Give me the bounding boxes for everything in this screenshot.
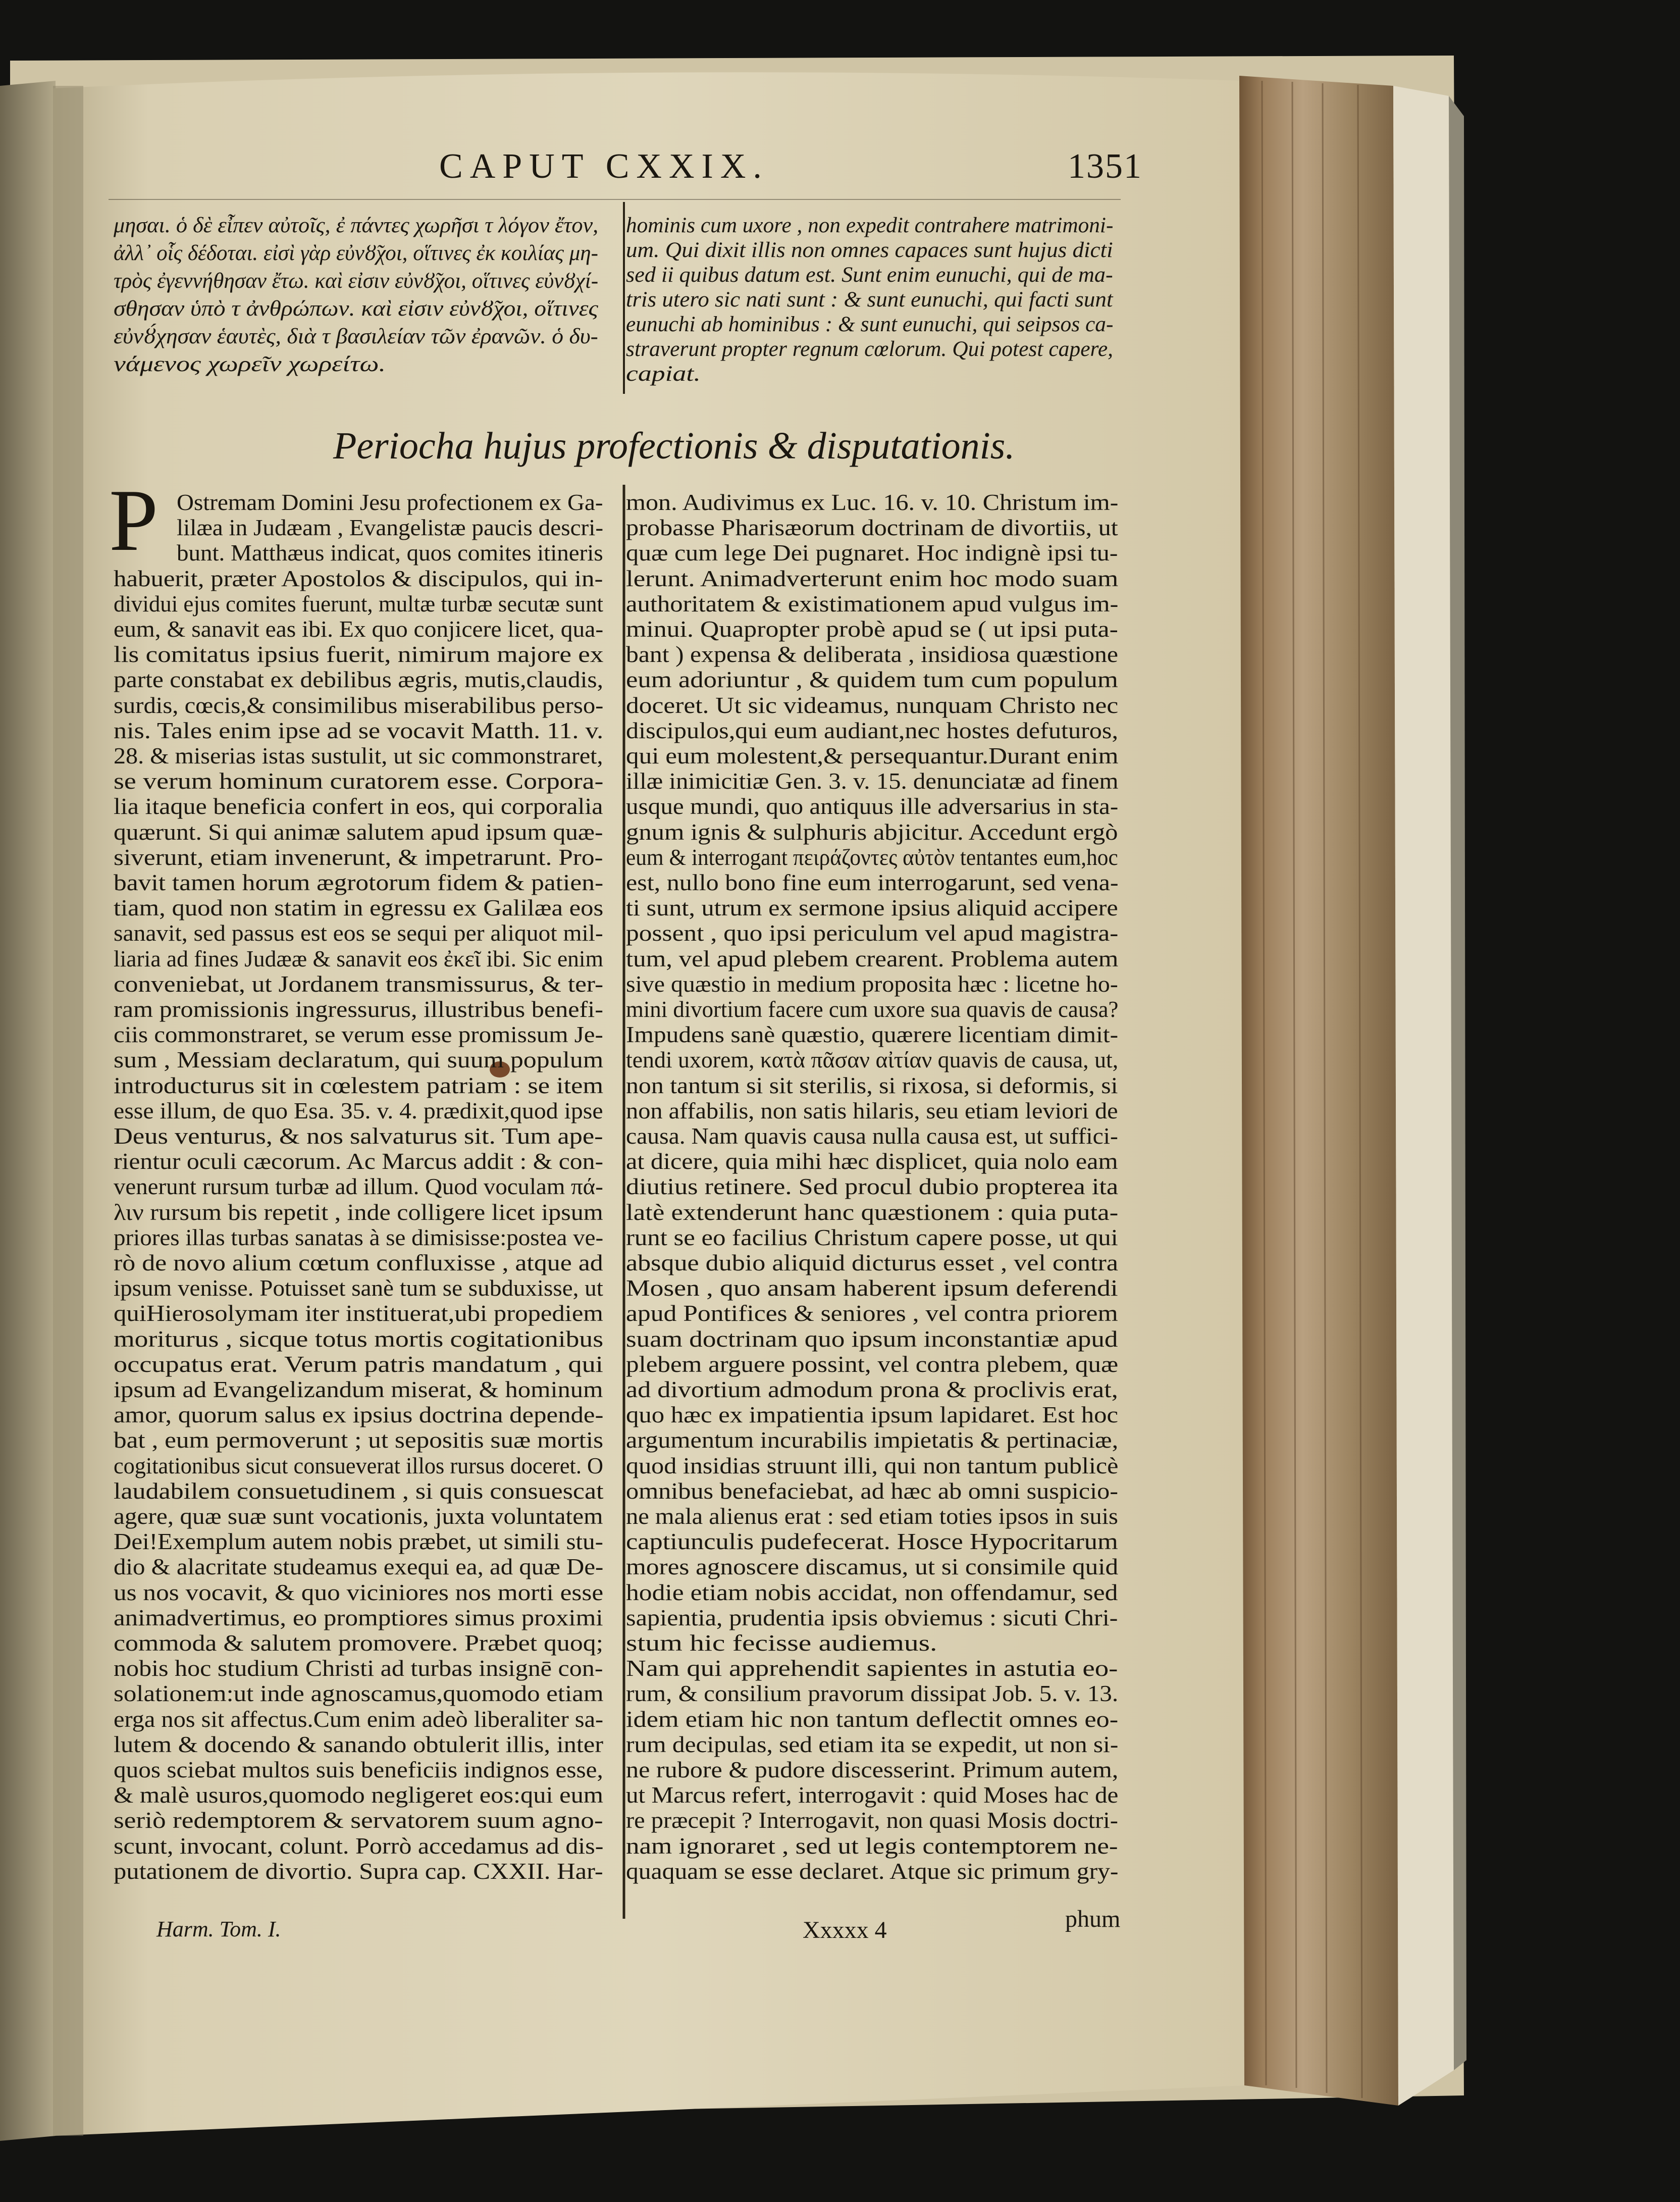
text-line: μησαι. ὁ δὲ εἶπεν αὐτοῖς, ἐ πάντες χωρῆσι τ λόγον ἔτον,	[114, 214, 599, 237]
text-line: quo hæc ex impatientia ipsum lapidaret. Est hoc	[626, 1402, 1119, 1428]
text-line: authoritatem & existimationem apud vulgus im-	[626, 590, 1119, 617]
footer-volume: Harm. Tom. I.	[156, 1917, 281, 1941]
text-line: illæ inimicitiæ Gen. 3. v. 15. denunciatæ ad finem	[626, 768, 1119, 794]
text-line: quæ cum lege Dei pugnaret. Hoc indignè ipsi tu-	[626, 540, 1118, 566]
running-head: CAPUT CXXIX.	[439, 147, 769, 186]
text-line: animadvertimus, eo promptiores simus proximi	[114, 1604, 603, 1630]
text-line: latè extenderunt hanc quæstionem : quia puta-	[626, 1199, 1119, 1225]
text-line: quaquam se esse declaret. Atque sic primum gry-	[626, 1858, 1119, 1884]
text-line: Deus venturus, & nos salvaturus sit. Tum ape-	[114, 1123, 603, 1149]
text-line: captiunculis pudefecerat. Hosce Hypocritarum	[626, 1528, 1118, 1555]
text-line: ne mala alienus erat : sed etiam toties ipsos in suis	[626, 1503, 1118, 1529]
text-line: ne rubore & pudore discesserint. Primum autem,	[626, 1757, 1119, 1782]
text-line: εὐνȣ́χησαν ἑαυτὲς, διὰ τ βασιλείαν τῶν ἐρανῶν. ὁ δυ-	[114, 325, 598, 348]
text-line: quiHierosolymam iter instituerat,ubi propediem	[114, 1300, 603, 1326]
text-line: lerunt. Animadverterunt enim hoc modo suam	[626, 565, 1119, 591]
text-line: capiat.	[626, 362, 701, 386]
text-line: plebem arguere possint, vel contra plebem, quæ	[626, 1351, 1119, 1377]
text-line: usque mundi, quo antiquus ille adversarius in sta-	[626, 793, 1119, 820]
text-line: erga nos sit affectus.Cum enim adeò liberaliter sa-	[114, 1706, 604, 1732]
text-line: rò de novo alium cœtum confluxisse , atque ad	[114, 1250, 603, 1275]
text-line: Ostremam Domini Jesu profectionem ex Ga-	[177, 489, 603, 515]
text-line: conveniebat, ut Jordanem transmissurus, & ter-	[114, 970, 604, 997]
text-line: introducturus sit in cœlestem patriam : se item	[114, 1072, 604, 1098]
text-line: lilæa in Judæam , Evangelistæ paucis descri-	[177, 515, 604, 541]
text-line: venerunt rursum turbæ ad illum. Quod voculam πά-	[114, 1173, 603, 1200]
text-line: esse illum, de quo Esa. 35. v. 4. prædixit,quod ipse	[114, 1097, 603, 1123]
text-line: quod insidias struunt illi, qui non tantum publicè	[626, 1452, 1119, 1478]
text-line: sanavit, sed passus est eos se sequi per aliquot mil-	[114, 920, 603, 946]
text-line: sed ii quibus datum est. Sunt enim eunuchi, qui de ma-	[626, 263, 1113, 287]
text-line: rum decipulas, sed etiam ita se expedit, ut non si-	[626, 1731, 1119, 1757]
text-line: doceret. Ut sic videamus, nunquam Christo nec	[626, 692, 1119, 718]
text-line: 28. & miserias istas sustulit, ut sic commonstraret,	[114, 743, 603, 769]
text-line: runt se eo facilius Christum capere posse, ut qui	[626, 1224, 1118, 1250]
text-line: at dicere, quia mihi hæc displicet, quia nolo eam	[626, 1148, 1118, 1174]
text-line: tum, vel apud plebem crearent. Problema autem	[626, 945, 1119, 971]
text-line: nobis hoc studium Christi ad turbas insignē con-	[114, 1655, 603, 1681]
text-line: quærunt. Si qui animæ salutem apud ipsum quæ-	[114, 818, 603, 845]
text-line: absque dubio aliquid dicturus esset , vel contra	[626, 1250, 1119, 1275]
text-line: mini divortium facere cum uxore sua quavis de causa?	[626, 996, 1119, 1022]
text-line: surdis, cœcis,& consimilibus miserabilibus perso-	[114, 692, 604, 718]
text-line: lia itaque beneficia confert in eos, qui corporalia	[114, 793, 603, 820]
text-line: straverunt propter regnum cœlorum. Qui potest capere,	[626, 337, 1114, 361]
text-line: ipsum ad Evangelizandum miserat, & hominum	[114, 1376, 603, 1402]
text-line: hodie etiam nobis accidat, non offendamur, sed	[626, 1579, 1118, 1605]
text-line: amor, quorum salus ex ipsius doctrina depende-	[114, 1402, 604, 1428]
text-line: ram promissionis ingressurus, illustribus benefi-	[114, 996, 603, 1022]
text-line: est, nullo bono fine eum interrogarunt, sed vena-	[626, 869, 1119, 895]
text-line: Impudens sanè quæstio, quærere licentiam dimit-	[626, 1021, 1119, 1048]
text-line: ipsum venisse. Potuisset sanè tum se subduxisse, ut	[114, 1275, 603, 1301]
text-line: eunuchi ab hominibus : & sunt eunuchi, qui seipsos ca-	[626, 313, 1114, 336]
text-line: bavit tamen horum ægrotorum fidem & patien-	[114, 869, 604, 895]
text-line: & malè usuros,quomodo negligeret eos:qui eum	[114, 1782, 604, 1808]
text-line: laudabilem consuetudinem , si quis consuescat	[114, 1477, 604, 1504]
text-line: eum adoriuntur , & quidem tum cum populum	[626, 667, 1118, 693]
text-line: omnibus benefaciebat, ad hæc ab omni suspicio-	[626, 1477, 1118, 1504]
text-line: λιν rursum bis repetit , inde colligere licet ipsum	[114, 1199, 603, 1225]
text-line: idem etiam hic non tantum deflectit omnes eo-	[626, 1706, 1119, 1732]
text-line: non tantum si sit sterilis, si rixosa, si deformis, si	[626, 1072, 1118, 1098]
text-line: seriò redemptorem & servatorem suum agno-	[114, 1807, 603, 1833]
text-line: habuerit, præter Apostolos & discipulos, qui in-	[114, 565, 603, 591]
text-line: commoda & salutem promovere. Præbet quoq;	[114, 1630, 604, 1656]
catchword: phum	[1065, 1906, 1121, 1932]
text-line: ad divortium admodum prona & proclivis erat,	[626, 1376, 1118, 1402]
text-line: rientur oculi cæcorum. Ac Marcus addit : & con-	[114, 1148, 604, 1174]
text-line: se verum hominum curatorem esse. Corpora-	[114, 768, 604, 794]
text-line: mores agnoscere discamus, ut si consimile quid	[626, 1554, 1119, 1580]
text-line: ti sunt, utrum ex sermone ipsius aliquid accipere	[626, 895, 1118, 921]
drop-cap: P	[109, 471, 159, 569]
text-line: tiam, quod non statim in egressu ex Galilæa eos	[114, 895, 604, 921]
text-line: lis comitatus ipsius fuerit, nimirum majore ex	[114, 641, 604, 668]
text-line: stum hic fecisse audiemus.	[626, 1630, 937, 1656]
text-line: cogitationibus sicut consueverat illos rursus doceret. O	[114, 1452, 603, 1478]
left-page-sliver	[0, 81, 56, 2141]
text-line: occupatus erat. Verum patris mandatum , qui	[114, 1351, 603, 1377]
text-line: Mosen , quo ansam haberent ipsum deferendi	[626, 1275, 1118, 1301]
text-line: Nam qui apprehendit sapientes in astutia eo-	[626, 1655, 1118, 1681]
text-line: σθησαν ὑπὸ τ ἀνθρώπων. καὶ εἰσιν εὐνȣ̃χοι, οἵτινες	[114, 297, 598, 321]
text-line: νάμενος χωρεῖν χωρείτω.	[114, 352, 386, 376]
text-line: suam doctrinam quo ipsum inconstantiæ apud	[626, 1325, 1118, 1352]
text-line: sapientia, prudentia ipsis obviemus : sicuti Chri-	[626, 1604, 1118, 1630]
signature-mark: Xxxxx 4	[803, 1917, 887, 1943]
text-line: eum, & sanavit eas ibi. Ex quo conjicere licet, qua-	[114, 616, 604, 642]
text-line: dividui ejus comites fuerunt, multæ turbæ secutæ sunt	[114, 590, 604, 617]
text-line: Dei!Exemplum autem nobis præbet, ut simili stu-	[114, 1528, 603, 1555]
text-line: sum , Messiam declaratum, qui suum populum	[114, 1047, 604, 1073]
text-line: re præcepit ? Interrogavit, non quasi Mosis doctri-	[626, 1807, 1118, 1833]
text-line: minui. Quapropter probè apud se ( ut ipsi puta-	[626, 616, 1118, 642]
page-number: 1351	[1068, 147, 1142, 186]
text-line: bant ) expensa & deliberata , insidiosa quæstione	[626, 641, 1118, 668]
text-line: sive quæstio in medium proposita hæc : licetne ho-	[626, 970, 1118, 997]
text-line: apud Pontifices & seniores , vel contra priorem	[626, 1300, 1118, 1326]
text-line: probasse Pharisæorum doctrinam de divortiis, ut	[626, 515, 1118, 541]
text-line: scunt, invocant, colunt. Porrò accedamus ad dis-	[114, 1832, 604, 1859]
text-line: priores illas turbas sanatas à se dimisisse:postea ve-	[114, 1224, 604, 1250]
text-line: gnum ignis & sulphuris abjicitur. Accedunt ergò	[626, 818, 1118, 845]
text-line: ciis commonstraret, se verum esse promissum Je-	[114, 1021, 603, 1048]
text-line: liaria ad fines Judææ & sanavit eos ἐκεῖ ibi. Sic enim	[114, 945, 603, 971]
text-line: argumentum incurabilis impietatis & pertinaciæ,	[626, 1427, 1119, 1453]
text-line: agere, quæ suæ sunt vocationis, juxta voluntatem	[114, 1503, 603, 1529]
text-line: us nos vocavit, & quo viciniores nos morti esse	[114, 1579, 604, 1605]
text-line: ut Marcus refert, interrogavit : quid Moses hac de	[626, 1782, 1119, 1808]
text-line: moriturus , sicque totus mortis cogitationibus	[114, 1325, 604, 1352]
text-line: possent , quo ipsi periculum vel apud magistra-	[626, 920, 1119, 946]
text-line: parte constabat ex debilibus ægris, mutis,claudis,	[114, 667, 603, 693]
text-line: nis. Tales enim ipse ad se vocavit Matth. 11. v.	[114, 717, 604, 743]
text-line: quos sciebat multos suis beneficiis indignos esse,	[114, 1757, 603, 1782]
text-line: nam ignoraret , sed ut legis contemptorem ne-	[626, 1832, 1118, 1859]
text-line: um. Qui dixit illis non omnes capaces sunt hujus dicti	[626, 238, 1113, 262]
text-line: mon. Audivimus ex Luc. 16. v. 10. Christum im-	[626, 489, 1119, 515]
text-line: discipulos,qui eum audiant,nec hostes defuturos,	[626, 717, 1119, 743]
text-line: causa. Nam quavis causa nulla causa est, ut suffici-	[626, 1123, 1118, 1149]
text-line: tendi uxorem, κατὰ πᾶσαν αἰτίαν quavis de causa, ut,	[626, 1047, 1119, 1073]
text-line: bat , eum permoverunt ; ut sepositis suæ mortis	[114, 1427, 604, 1453]
text-line: putationem de divortio. Supra cap. CXXII. Har-	[114, 1858, 603, 1884]
text-line: τρὸς ἐγεννήθησαν ἔτω. καὶ εἰσιν εὐνȣ̃χοι, οἵτινες εὐνȣχί-	[114, 269, 599, 293]
text-line: diutius retinere. Sed procul dubio propterea ita	[626, 1173, 1119, 1200]
text-line: tris utero sic nati sunt : & sunt eunuchi, qui facti sunt	[626, 288, 1113, 312]
text-line: hominis cum uxore , non expedit contrahere matrimoni-	[626, 214, 1114, 237]
text-line: qui eum molestent,& persequantur.Durant enim	[626, 743, 1119, 769]
text-line: non affabilis, non satis hilaris, seu etiam leviori de	[626, 1097, 1118, 1123]
section-title: Periocha hujus profectionis & disputationis.	[333, 425, 1015, 467]
text-line: eum & interrogant πειράζοντες αὐτὸν tentantes eum,hoc	[626, 844, 1118, 870]
text-line: lutem & docendo & sanando obtulerit illis, inter	[114, 1731, 604, 1757]
text-line: siverunt, etiam invenerunt, & impetrarunt. Pro-	[114, 844, 603, 870]
text-line: dio & alacritate studeamus exequi ea, ad quæ De-	[114, 1554, 604, 1580]
text-line: bunt. Matthæus indicat, quos comites itineris	[177, 540, 603, 566]
text-line: rum, & consilium pravorum dissipat Job. 5. v. 13.	[626, 1680, 1119, 1707]
text-line: solationem:ut inde agnoscamus,quomodo etiam	[114, 1680, 604, 1707]
text-line: ἀλλ᾽ οἷς δέδοται. εἰσὶ γὰρ εὐνȣ̃χοι, οἵτινες ἐκ κοιλίας μη-	[114, 241, 598, 265]
